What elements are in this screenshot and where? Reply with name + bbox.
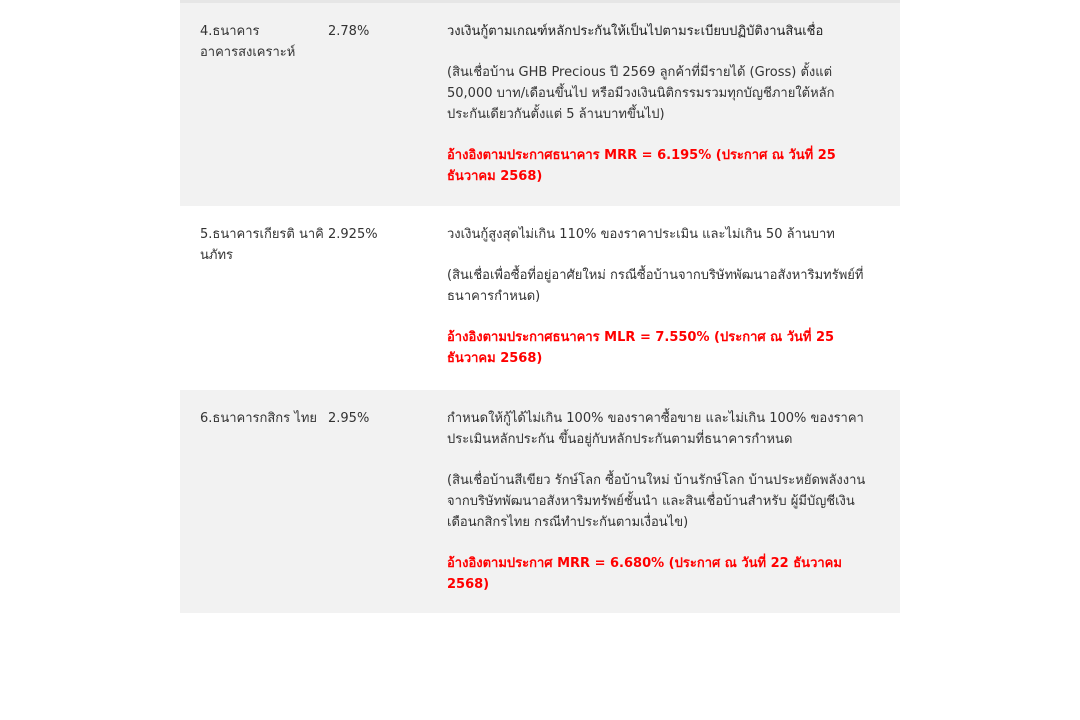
bank-name: 4.ธนาคาร อาคารสงเคราะห์ [200,24,296,60]
table-row [180,206,900,390]
condition-text: วงเงินกู้ตามเกณฑ์หลักประกันให้เป็นไปตามระเบียบปฏิบัติงานสินเชื่อ [447,24,824,39]
interest-rate: 2.78% [328,24,370,39]
bank-name: 5.ธนาคารเกียรติ นาคินภัทร [200,227,324,263]
loan-rate-table [180,0,900,613]
reference-rate: อ้างอิงตามประกาศ MRR = 6.680% (ประกาศ ณ วันที่ 22 ธันวาคม 2568) [447,556,842,592]
condition-note: (สินเชื่อบ้าน GHB Precious ปี 2569 ลูกค้าที่มีรายได้ (Gross) ตั้งแต่ 50,000 บาท/เดือนขึ้นไป หรือมีวงเงินนิติกรรมรวมทุกบัญชีภายใต้หลักประกันเดียวกันตั้งแต่ 5 ล้านบาทขึ้นไป) [447,65,835,122]
interest-rate: 2.95% [328,411,370,426]
table-row [180,390,900,613]
condition-text: วงเงินกู้สูงสุดไม่เกิน 110% ของราคาประเมิน และไม่เกิน 50 ล้านบาท [447,227,835,242]
condition-note: (สินเชื่อเพื่อซื้อที่อยู่อาศัยใหม่ กรณีซื้อบ้านจากบริษัทพัฒนาอสังหาริมทรัพย์ที่ธนาคารกำหนด) [447,268,864,304]
loan-conditions [447,224,867,370]
condition-text: กำหนดให้กู้ได้ไม่เกิน 100% ของราคาซื้อขาย และไม่เกิน 100% ของราคาประเมินหลักประกัน ขึ้นอยู่กับหลักประกันตามที่ธนาคารกำหนด [447,411,864,447]
interest-rate: 2.925% [328,227,378,242]
loan-conditions [447,408,867,593]
table-row [180,3,900,206]
loan-conditions [447,21,867,186]
reference-rate: อ้างอิงตามประกาศธนาคาร MLR = 7.550% (ประกาศ ณ วันที่ 25 ธันวาคม 2568) [447,330,835,366]
condition-note: (สินเชื่อบ้านสีเขียว รักษ์โลก ซื้อบ้านใหม่ บ้านรักษ์โลก บ้านประหยัดพลังงาน จากบริษัทพัฒนาอสังหาริมทรัพย์ชั้นนำ และสินเชื่อบ้านสำหรับ ผู้มีบัญชีเงินเดือนกสิกรไทย กรณีทำประกันตามเงื่อนไข) [447,473,866,530]
bank-name: 6.ธนาคารกสิกร ไทย [200,411,318,426]
reference-rate: อ้างอิงตามประกาศธนาคาร MRR = 6.195% (ประกาศ ณ วันที่ 25 ธันวาคม 2568) [447,148,836,184]
